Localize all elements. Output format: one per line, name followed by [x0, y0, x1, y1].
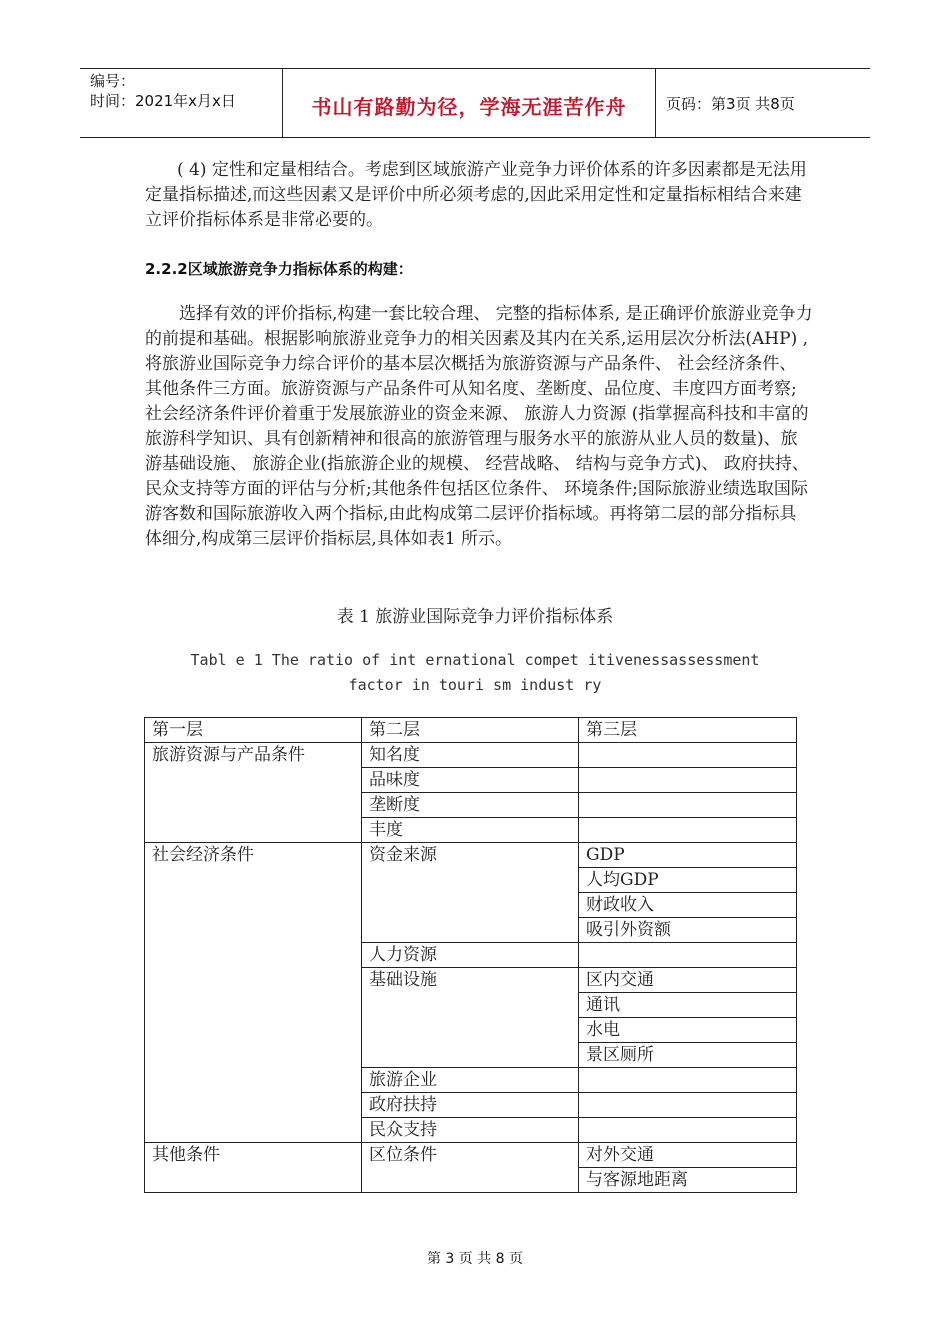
- level3-cell: [579, 768, 797, 793]
- level2-cell: 资金来源: [362, 843, 579, 943]
- level3-cell: [579, 1118, 797, 1143]
- level3-cell: 通讯: [579, 993, 797, 1018]
- level3-cell: 人均GDP: [579, 868, 797, 893]
- level1-cell: 社会经济条件: [145, 843, 362, 1143]
- paragraph-indicator-system: 选择有效的评价指标,构建一套比较合理、 完整的指标体系, 是正确评价旅游业竞争力的前提和基础。根据影响旅游业竞争力的相关因素及其内在关系,运用层次分析法(AHP) ,将旅游业国际竞争力综合评价的基本层次概括为旅游资源与产品条件、 社会经济条件、 其他条件三方面。旅游资源与产品条件可从知名度、垄断度、品位度、丰度四方面考察; 社会经济条件评价着重于发展旅游业的资金来源、 旅游人力资源 (指掌握高科技和丰富的旅游科学知识、具有创新精神和很高的旅游管理与服务水平的旅游从业人员的数量)、旅游基础设施、 旅游企业(指旅游企业的规模、 经营战略、 结构与竞争方式)、 政府扶持、民众支持等方面的评估与分析;其他条件包括区位条件、 环境条件;国际旅游业绩选取国际游客数和国际旅游收入两个指标,由此构成第二层评价指标域。再将第二层的部分指标具体细分,构成第三层评价指标层,具体如表1 所示。: [145, 304, 813, 549]
- header-meta-cell: [80, 69, 283, 137]
- table-header-row: [145, 718, 797, 743]
- level3-cell: 区内交通: [579, 968, 797, 993]
- level2-cell: 政府扶持: [362, 1093, 579, 1118]
- table-caption-chinese: 表 1 旅游业国际竞争力评价指标体系: [336, 607, 614, 627]
- header-motto: 书山有路勤为径，学海无涯苦作舟: [311, 95, 627, 119]
- table-row: [145, 1143, 797, 1168]
- page-footer: 第 3 页 共 8 页: [426, 1251, 524, 1267]
- table-header-cell: 第二层: [362, 718, 579, 743]
- level3-cell: [579, 743, 797, 768]
- header-motto-cell: [283, 69, 656, 137]
- header-page-number: 页码：第3页 共8页: [666, 95, 795, 113]
- level2-cell: 区位条件: [362, 1143, 579, 1193]
- level3-cell: GDP: [579, 843, 797, 868]
- level3-cell: 水电: [579, 1018, 797, 1043]
- document-number-label: 编号：: [90, 72, 136, 90]
- level2-cell: 品味度: [362, 768, 579, 793]
- level2-cell: 人力资源: [362, 943, 579, 968]
- table-row: [145, 743, 797, 768]
- level3-cell: 与客源地距离: [579, 1168, 797, 1193]
- table-caption-english-line1: Tabl e 1 The ratio of int ernational compet itivenessassessment: [190, 651, 760, 669]
- level3-cell: 对外交通: [579, 1143, 797, 1168]
- indicator-table-body: [145, 718, 797, 1193]
- level2-cell: 垄断度: [362, 793, 579, 818]
- table-caption-english-line2: factor in touri sm indust ry: [348, 676, 602, 694]
- level3-cell: [579, 818, 797, 843]
- level1-cell: 旅游资源与产品条件: [145, 743, 362, 843]
- level2-cell: 民众支持: [362, 1118, 579, 1143]
- paragraph-qualitative-quantitative: ( 4) 定性和定量相结合。考虑到区域旅游产业竞争力评价体系的许多因素都是无法用定量指标描述,而这些因素又是评价中所必须考虑的,因此采用定性和定量指标相结合来建立评价指标体系是非常必要的。: [145, 160, 807, 230]
- page-header: [80, 68, 870, 138]
- level3-cell: 财政收入: [579, 893, 797, 918]
- table-header-cell: 第三层: [579, 718, 797, 743]
- table-header-cell: 第一层: [145, 718, 362, 743]
- document-date-label: 时间：2021年x月x日: [90, 92, 236, 110]
- table-row: [145, 843, 797, 868]
- level3-cell: 吸引外资额: [579, 918, 797, 943]
- level1-cell: 其他条件: [145, 1143, 362, 1193]
- table-caption-english: [155, 648, 795, 698]
- level2-cell: 丰度: [362, 818, 579, 843]
- level3-cell: [579, 943, 797, 968]
- level2-cell: 知名度: [362, 743, 579, 768]
- indicator-table: [144, 717, 797, 1193]
- header-page-cell: [656, 69, 870, 137]
- level3-cell: [579, 1093, 797, 1118]
- level3-cell: [579, 793, 797, 818]
- level2-cell: 旅游企业: [362, 1068, 579, 1093]
- section-heading: 2.2.2区域旅游竞争力指标体系的构建：: [145, 260, 413, 278]
- level3-cell: 景区厕所: [579, 1043, 797, 1068]
- level2-cell: 基础设施: [362, 968, 579, 1068]
- level3-cell: [579, 1068, 797, 1093]
